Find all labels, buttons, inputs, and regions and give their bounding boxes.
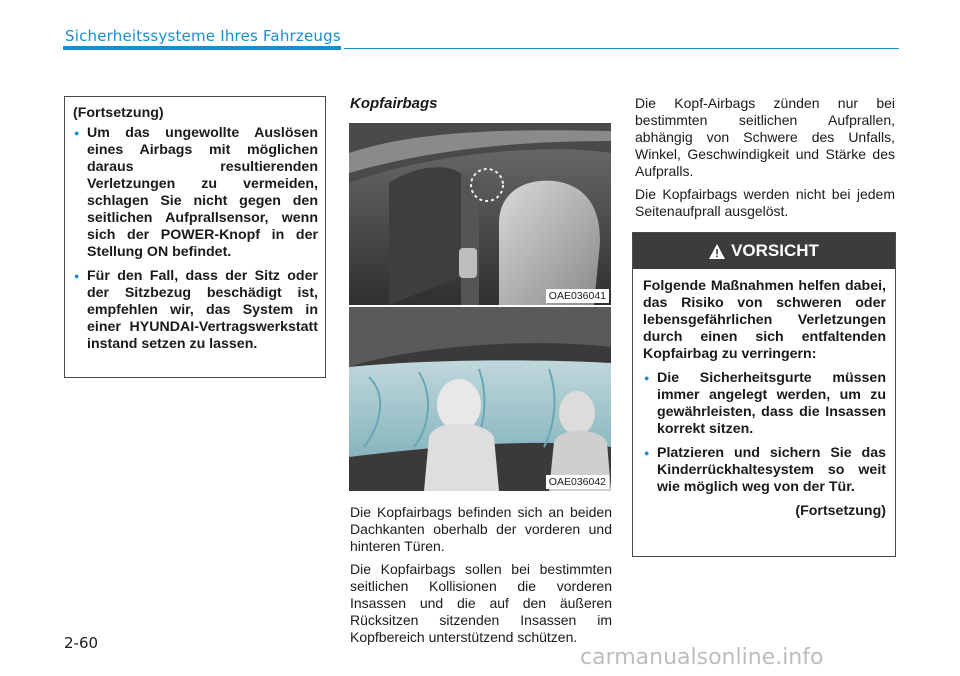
- header-rule-thin: [344, 48, 899, 49]
- caution-box: [632, 232, 896, 557]
- curtain-airbag-deployed-illustration: [349, 307, 611, 491]
- header-rule-thick: [63, 46, 341, 50]
- watermark-text: carmanualsonline.info: [580, 645, 824, 670]
- caution-header: [633, 233, 895, 269]
- image-reference-code: OAE036041: [546, 289, 609, 303]
- kopfairbag-description: [350, 504, 612, 652]
- page-number: 2-60: [64, 634, 99, 652]
- paragraph: Die Kopfairbags werden nicht bei jedem Seitenaufprall ausgelöst.: [635, 186, 895, 219]
- caution-bullet: ● Die Sicherheitsgurte müssen immer angelegt werden, um zu gewährleisten, dass die Insassen korrekt sitzen.: [643, 370, 886, 438]
- continued-warning-box: [64, 96, 326, 378]
- paragraph: Die Kopf-Airbags zünden nur bei bestimmten seitlichen Aufprallen, abhängig von Schwere des Unfalls, Winkel, Geschwindigkeit und Stärke des Aufpralls.: [635, 95, 895, 179]
- paragraph: Die Kopfairbags sollen bei bestimmten seitlichen Kollisionen die vorderen Insassen und die auf den äußeren Rücksitzen sitzenden Insassen im Kopfbereich unterstützend schützen.: [350, 561, 612, 645]
- image-reference-code: OAE036042: [546, 475, 609, 489]
- caution-title: VORSICHT: [731, 241, 819, 260]
- warning-bullet: ● Um das ungewollte Auslösen eines Airbags mit möglichen daraus resultierenden Verletzungen zu vermeiden, schlagen Sie nicht gegen den seitlichen Aufprallsensor, wenn sich der POWER-Knopf in der Stellung ON befindet.: [73, 125, 318, 261]
- paragraph: Die Kopfairbags befinden sich an beiden Dachkanten oberhalb der vorderen und hinteren Türen.: [350, 504, 612, 554]
- section-title: Kopfairbags: [350, 95, 438, 112]
- headliner-airbag-illustration: [349, 123, 611, 305]
- warning-bullet: ● Für den Fall, dass der Sitz oder der Sitzbezug beschädigt ist, empfehlen wir, das System in einer HYUNDAI-Vertragswerkstatt instand setzen zu lassen.: [73, 268, 318, 353]
- caution-intro: Folgende Maßnahmen helfen dabei, das Risiko von schweren oder lebensgefährlichen Verletzungen durch einen sich entfaltenden Kopfairbag zu verringern:: [643, 278, 886, 362]
- caution-bullet: ● Platzieren und sichern Sie das Kinderrückhaltesystem so weit wie möglich weg von der Tür.: [643, 445, 886, 496]
- continued-heading: (Fortsetzung): [73, 105, 164, 121]
- warning-triangle-icon: [709, 244, 725, 259]
- section-header-title: Sicherheitssysteme Ihres Fahrzeugs: [65, 27, 341, 45]
- deployment-description: [635, 95, 895, 226]
- continued-label: (Fortsetzung): [795, 503, 886, 519]
- deployed-curtain-airbag-illustration: [349, 307, 611, 491]
- car-interior-roof-illustration: [349, 123, 611, 305]
- caution-body: [633, 269, 895, 520]
